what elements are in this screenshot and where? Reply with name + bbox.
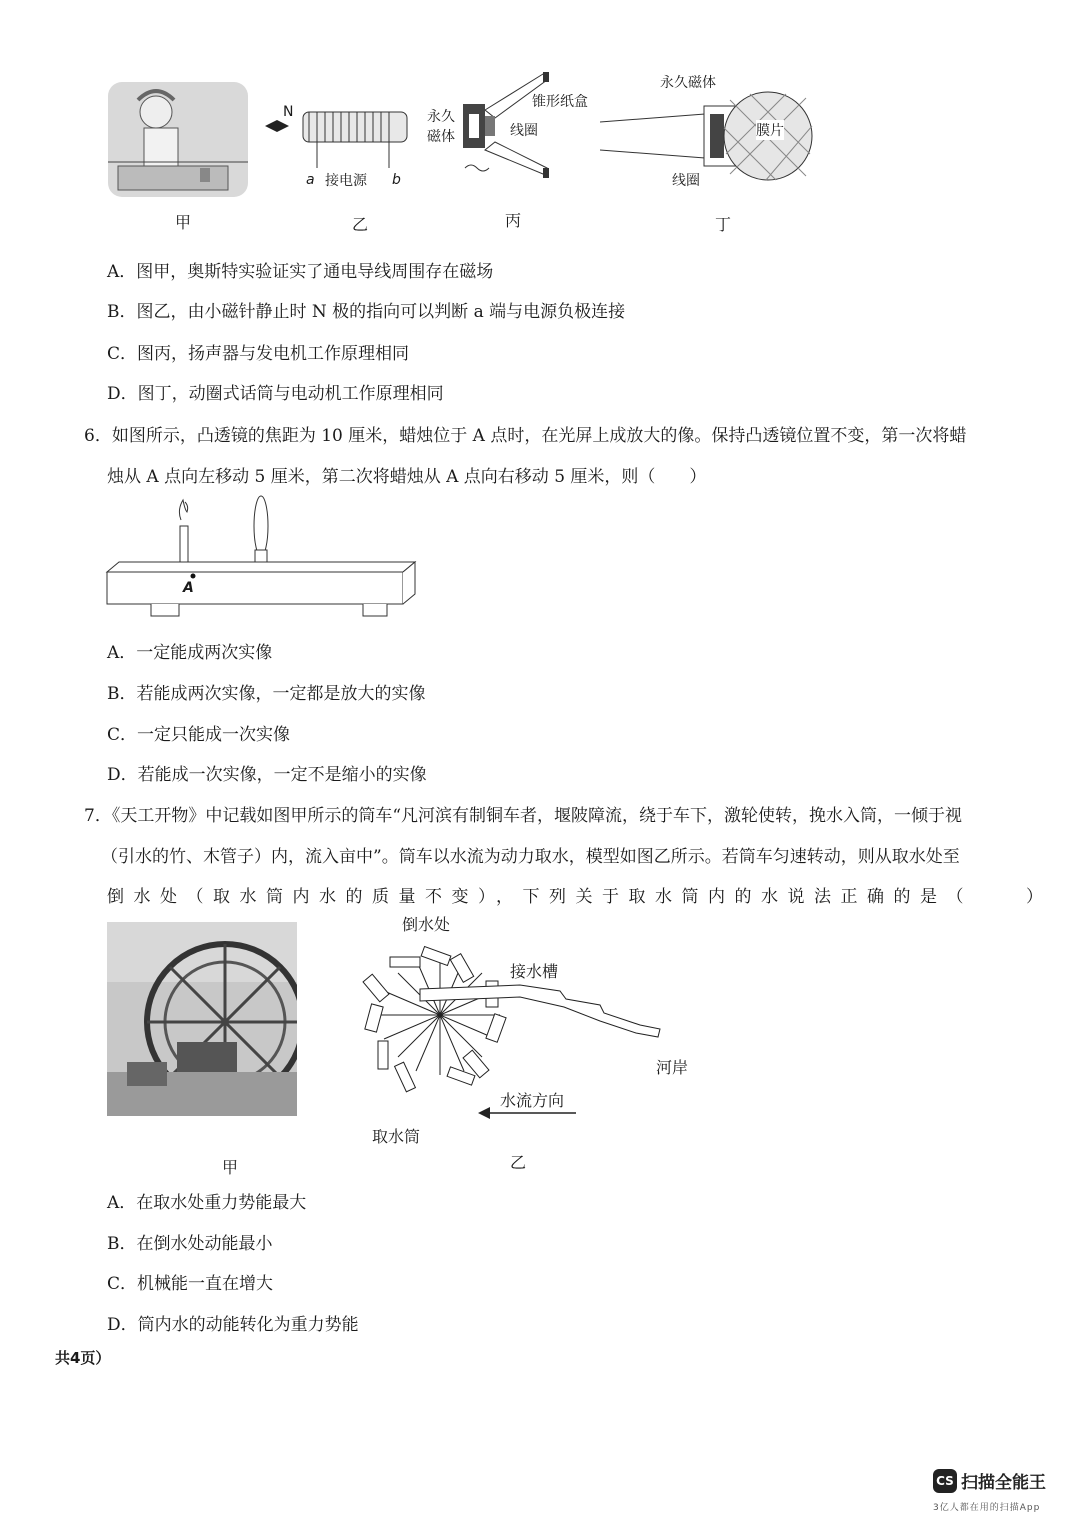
scanner-watermark	[933, 1468, 1046, 1493]
cone-label: 锥形纸盒	[532, 94, 588, 110]
q6-stem-line1: 6．如图所示，凸透镜的焦距为 10 厘米，蜡烛位于 A 点时，在光屏上成放大的像。保持凸透镜位置不变，第一次将蜡	[84, 426, 967, 446]
caption-yi: 乙	[351, 215, 368, 234]
oersted-figure	[108, 82, 248, 201]
flow-direction-label: 水流方向	[500, 1091, 565, 1110]
q5-option-a: A．图甲，奥斯特实验证实了通电导线周围存在磁场	[107, 262, 494, 282]
page-footer: 共4页）	[55, 1349, 111, 1367]
magnet-label-2: 磁体	[427, 129, 455, 145]
scanner-logo: CS	[933, 1469, 957, 1493]
q6-option-b: B．若能成两次实像，一定都是放大的实像	[107, 684, 426, 704]
q7-stem-line2: （引水的竹、木管子）内，流入亩中”。筒车以水流为动力取水，模型如图乙所示。若筒车匀速转动，则从取水处至	[101, 847, 960, 867]
scanner-name: 扫描全能王	[961, 1473, 1046, 1493]
ding-magnet-label: 永久磁体	[660, 75, 716, 91]
optical-bench-figure	[105, 490, 420, 634]
power-label: 接电源	[325, 173, 367, 189]
caption-ding: 丁	[714, 215, 731, 234]
caption-q7-yi: 乙	[509, 1153, 526, 1172]
q7-stem-line3: 倒水处（取水筒内水的质量不变），下列关于取水筒内的水说法正确的是（ ）	[107, 887, 1053, 907]
pour-point-label: 倒水处	[402, 915, 451, 934]
point-a-label: A	[183, 580, 194, 596]
river-bank-label: 河岸	[656, 1058, 689, 1077]
q6-option-a: A．一定能成两次实像	[107, 643, 273, 663]
caption-jia: 甲	[174, 213, 191, 232]
q7-option-a: A．在取水处重力势能最大	[107, 1193, 307, 1213]
scanner-tagline: 3亿人都在用的扫描App	[933, 1503, 1041, 1513]
q5-option-d: D．图丁，动圈式话筒与电动机工作原理相同	[107, 384, 444, 404]
microphone-figure	[600, 88, 815, 197]
q7-stem-line1: 7．《天工开物》中记载如图甲所示的筒车“凡河滨有制铜车者，堰陂障流，绕于车下，激轮使转，挽水入筒，一倾于视	[84, 806, 963, 826]
caption-bing: 丙	[504, 211, 521, 230]
q6-option-c: C．一定只能成一次实像	[107, 725, 291, 745]
magnet-label-1: 永久	[427, 109, 455, 125]
q7-option-b: B．在倒水处动能最小	[107, 1234, 273, 1254]
q6-stem-line2: 烛从 A 点向左移动 5 厘米，第二次将蜡烛从 A 点向右移动 5 厘米，则（ ）	[107, 467, 707, 487]
coil-label-ding: 线圈	[672, 173, 700, 189]
end-a-label: a	[306, 172, 315, 188]
q6-option-d: D．若能成一次实像，一定不是缩小的实像	[107, 765, 427, 785]
q5-option-b: B．图乙，由小磁针静止时 N 极的指向可以判断 a 端与电源负极连接	[107, 302, 626, 322]
bucket-label: 取水筒	[372, 1127, 421, 1146]
q7-option-d: D．筒内水的动能转化为重力势能	[107, 1315, 359, 1335]
q7-option-c: C．机械能一直在增大	[107, 1274, 274, 1294]
n-pole-label: N	[283, 104, 294, 120]
diaphragm-label: 膜片	[756, 120, 784, 140]
q5-option-c: C．图丙，扬声器与发电机工作原理相同	[107, 344, 410, 364]
trough-label: 接水槽	[510, 962, 559, 981]
end-b-label: b	[392, 172, 401, 188]
caption-q7-jia: 甲	[221, 1158, 238, 1177]
water-wheel-photo	[107, 922, 297, 1120]
coil-label-bing: 线圈	[510, 123, 538, 139]
